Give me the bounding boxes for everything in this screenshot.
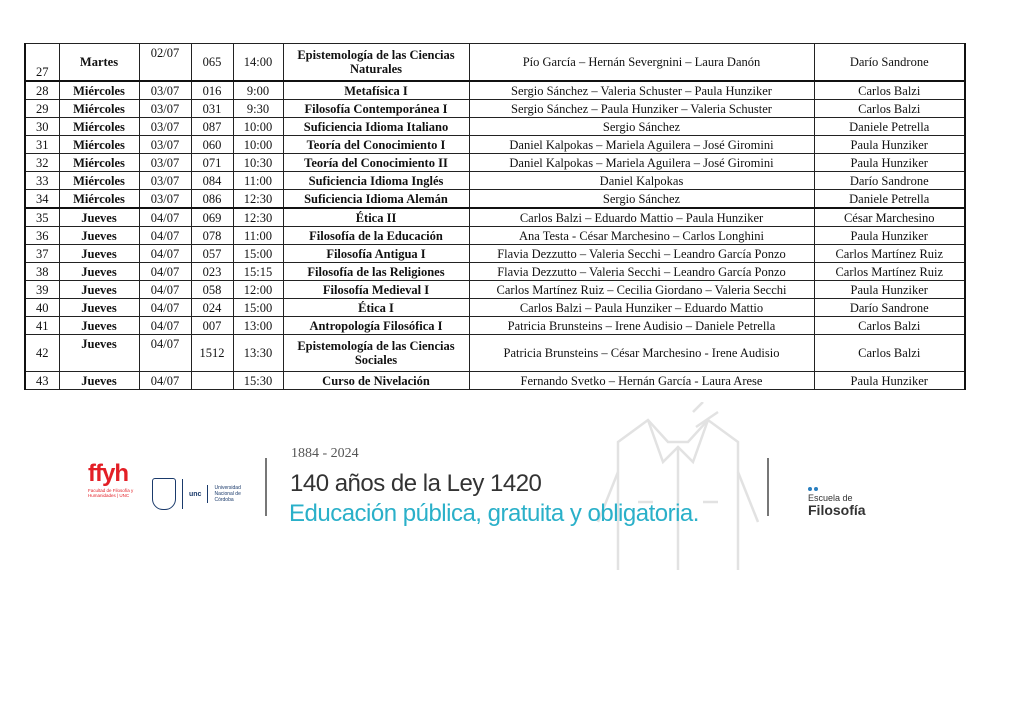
row-code: 057 bbox=[191, 245, 233, 263]
row-day: Miércoles bbox=[59, 154, 139, 172]
row-board: Flavia Dezzutto – Valeria Secchi – Leandro García Ponzo bbox=[469, 263, 814, 281]
row-subject: Teoría del Conocimiento II bbox=[283, 154, 469, 172]
row-board: Daniel Kalpokas – Mariela Aguilera – José Giromini bbox=[469, 136, 814, 154]
row-subject: Filosofía Medieval I bbox=[283, 281, 469, 299]
row-board: Sergio Sánchez bbox=[469, 118, 814, 136]
row-code: 084 bbox=[191, 172, 233, 190]
row-number: 36 bbox=[25, 227, 59, 245]
row-board: Daniel Kalpokas bbox=[469, 172, 814, 190]
row-subject: Curso de Nivelación bbox=[283, 372, 469, 390]
row-time: 12:30 bbox=[233, 208, 283, 227]
row-date: 03/07 bbox=[139, 81, 191, 100]
row-board: Sergio Sánchez – Paula Hunziker – Valeria Schuster bbox=[469, 100, 814, 118]
row-code: 023 bbox=[191, 263, 233, 281]
anniversary-years: 1884 - 2024 bbox=[291, 446, 359, 461]
row-number: 30 bbox=[25, 118, 59, 136]
row-code bbox=[191, 372, 233, 390]
footer-divider-left bbox=[265, 458, 267, 516]
table-row bbox=[25, 44, 965, 82]
row-board: Carlos Balzi – Paula Hunziker – Eduardo Mattio bbox=[469, 299, 814, 317]
row-subject: Epistemología de las Ciencias Naturales bbox=[283, 44, 469, 82]
row-president: Daniele Petrella bbox=[814, 118, 965, 136]
row-code: 071 bbox=[191, 154, 233, 172]
row-number: 40 bbox=[25, 299, 59, 317]
row-code: 069 bbox=[191, 208, 233, 227]
row-code: 078 bbox=[191, 227, 233, 245]
table-row bbox=[25, 100, 965, 118]
row-president: Carlos Martínez Ruiz bbox=[814, 263, 965, 281]
row-day: Jueves bbox=[59, 335, 139, 372]
row-time: 15:15 bbox=[233, 263, 283, 281]
row-time: 10:30 bbox=[233, 154, 283, 172]
row-code: 060 bbox=[191, 136, 233, 154]
row-date: 04/07 bbox=[139, 245, 191, 263]
row-date: 04/07 bbox=[139, 208, 191, 227]
row-time: 12:30 bbox=[233, 190, 283, 209]
row-subject: Metafísica I bbox=[283, 81, 469, 100]
table-row bbox=[25, 299, 965, 317]
row-board: Sergio Sánchez – Valeria Schuster – Paula Hunziker bbox=[469, 81, 814, 100]
row-code: 086 bbox=[191, 190, 233, 209]
row-day: Jueves bbox=[59, 208, 139, 227]
row-number: 38 bbox=[25, 263, 59, 281]
row-time: 9:00 bbox=[233, 81, 283, 100]
row-day: Jueves bbox=[59, 245, 139, 263]
footer-divider-right bbox=[767, 458, 769, 516]
row-date: 03/07 bbox=[139, 190, 191, 209]
row-subject: Teoría del Conocimiento I bbox=[283, 136, 469, 154]
anniversary-motto: Educación pública, gratuita y obligatoria. bbox=[289, 500, 699, 527]
row-time: 11:00 bbox=[233, 227, 283, 245]
row-date: 03/07 bbox=[139, 100, 191, 118]
watermark-figure bbox=[578, 402, 778, 572]
row-time: 14:00 bbox=[233, 44, 283, 82]
table-row bbox=[25, 208, 965, 227]
table-row bbox=[25, 263, 965, 281]
row-number: 32 bbox=[25, 154, 59, 172]
table-row bbox=[25, 372, 965, 390]
row-number: 33 bbox=[25, 172, 59, 190]
row-day: Jueves bbox=[59, 227, 139, 245]
row-day: Martes bbox=[59, 44, 139, 82]
escuela-dots-icon bbox=[808, 487, 866, 491]
row-time: 15:00 bbox=[233, 245, 283, 263]
row-president: Paula Hunziker bbox=[814, 136, 965, 154]
escuela-filosofia-logo bbox=[808, 487, 866, 518]
row-day: Jueves bbox=[59, 263, 139, 281]
row-board: Flavia Dezzutto – Valeria Secchi – Leandro García Ponzo bbox=[469, 245, 814, 263]
unc-logo bbox=[152, 478, 252, 510]
row-day: Jueves bbox=[59, 372, 139, 390]
row-number: 41 bbox=[25, 317, 59, 335]
row-number: 42 bbox=[25, 335, 59, 372]
row-date: 03/07 bbox=[139, 172, 191, 190]
row-president: Daniele Petrella bbox=[814, 190, 965, 209]
row-subject: Ética II bbox=[283, 208, 469, 227]
row-code: 058 bbox=[191, 281, 233, 299]
row-subject: Suficiencia Idioma Inglés bbox=[283, 172, 469, 190]
row-date: 03/07 bbox=[139, 154, 191, 172]
row-date: 04/07 bbox=[139, 335, 191, 372]
row-president: Carlos Balzi bbox=[814, 100, 965, 118]
row-subject: Antropología Filosófica I bbox=[283, 317, 469, 335]
table-row bbox=[25, 136, 965, 154]
row-day: Miércoles bbox=[59, 190, 139, 209]
row-subject: Filosofía de la Educación bbox=[283, 227, 469, 245]
row-date: 04/07 bbox=[139, 263, 191, 281]
table-row bbox=[25, 190, 965, 209]
row-code: 016 bbox=[191, 81, 233, 100]
row-board: Patricia Brunsteins – César Marchesino - Irene Audisio bbox=[469, 335, 814, 372]
anniversary-title: 140 años de la Ley 1420 bbox=[290, 470, 542, 497]
ffyh-logo bbox=[88, 462, 150, 498]
row-subject: Epistemología de las Ciencias Sociales bbox=[283, 335, 469, 372]
row-code: 007 bbox=[191, 317, 233, 335]
row-time: 10:00 bbox=[233, 118, 283, 136]
row-code: 065 bbox=[191, 44, 233, 82]
row-time: 9:30 bbox=[233, 100, 283, 118]
row-president: Paula Hunziker bbox=[814, 372, 965, 390]
row-number: 31 bbox=[25, 136, 59, 154]
unc-seal-icon bbox=[152, 478, 176, 510]
table-row bbox=[25, 281, 965, 299]
table-row bbox=[25, 172, 965, 190]
row-date: 04/07 bbox=[139, 281, 191, 299]
row-date: 04/07 bbox=[139, 227, 191, 245]
table-row bbox=[25, 227, 965, 245]
row-date: 03/07 bbox=[139, 118, 191, 136]
row-number: 29 bbox=[25, 100, 59, 118]
table-row bbox=[25, 118, 965, 136]
unc-name: Universidad Nacional de Córdoba bbox=[207, 485, 252, 503]
row-day: Miércoles bbox=[59, 136, 139, 154]
table-row bbox=[25, 317, 965, 335]
row-board: Patricia Brunsteins – Irene Audisio – Daniele Petrella bbox=[469, 317, 814, 335]
row-day: Miércoles bbox=[59, 172, 139, 190]
row-time: 12:00 bbox=[233, 281, 283, 299]
row-code: 1512 bbox=[191, 335, 233, 372]
row-president: Darío Sandrone bbox=[814, 44, 965, 82]
row-subject: Ética I bbox=[283, 299, 469, 317]
table-row bbox=[25, 81, 965, 100]
row-number: 28 bbox=[25, 81, 59, 100]
row-date: 04/07 bbox=[139, 372, 191, 390]
row-board: Daniel Kalpokas – Mariela Aguilera – José Giromini bbox=[469, 154, 814, 172]
row-time: 15:30 bbox=[233, 372, 283, 390]
row-number: 39 bbox=[25, 281, 59, 299]
row-number: 34 bbox=[25, 190, 59, 209]
row-president: Carlos Martínez Ruiz bbox=[814, 245, 965, 263]
row-code: 024 bbox=[191, 299, 233, 317]
row-number: 27 bbox=[25, 44, 59, 82]
table-row bbox=[25, 335, 965, 372]
row-board: Pío García – Hernán Severgnini – Laura Danón bbox=[469, 44, 814, 82]
row-day: Miércoles bbox=[59, 100, 139, 118]
row-board: Ana Testa - César Marchesino – Carlos Longhini bbox=[469, 227, 814, 245]
row-board: Sergio Sánchez bbox=[469, 190, 814, 209]
row-president: Carlos Balzi bbox=[814, 81, 965, 100]
row-time: 10:00 bbox=[233, 136, 283, 154]
row-board: Fernando Svetko – Hernán García - Laura Arese bbox=[469, 372, 814, 390]
row-number: 37 bbox=[25, 245, 59, 263]
ffyh-wordmark: ffyh bbox=[88, 460, 128, 487]
row-subject: Filosofía de las Religiones bbox=[283, 263, 469, 281]
escuela-label: Escuela de bbox=[808, 493, 853, 503]
table-row bbox=[25, 245, 965, 263]
row-time: 13:00 bbox=[233, 317, 283, 335]
row-subject: Suficiencia Idioma Italiano bbox=[283, 118, 469, 136]
row-president: Carlos Balzi bbox=[814, 317, 965, 335]
row-president: Carlos Balzi bbox=[814, 335, 965, 372]
row-date: 02/07 bbox=[139, 44, 191, 82]
row-day: Miércoles bbox=[59, 81, 139, 100]
row-president: Darío Sandrone bbox=[814, 299, 965, 317]
row-date: 03/07 bbox=[139, 136, 191, 154]
row-time: 15:00 bbox=[233, 299, 283, 317]
row-subject: Filosofía Contemporánea I bbox=[283, 100, 469, 118]
row-day: Miércoles bbox=[59, 118, 139, 136]
row-board: Carlos Martínez Ruiz – Cecilia Giordano – Valeria Secchi bbox=[469, 281, 814, 299]
row-board: Carlos Balzi – Eduardo Mattio – Paula Hunziker bbox=[469, 208, 814, 227]
row-subject: Filosofía Antigua I bbox=[283, 245, 469, 263]
row-president: Darío Sandrone bbox=[814, 172, 965, 190]
row-time: 13:30 bbox=[233, 335, 283, 372]
row-date: 04/07 bbox=[139, 299, 191, 317]
row-number: 43 bbox=[25, 372, 59, 390]
row-number: 35 bbox=[25, 208, 59, 227]
row-president: Paula Hunziker bbox=[814, 154, 965, 172]
ffyh-subtitle: Facultad de Filosofía y Humanidades | UNC bbox=[88, 488, 134, 498]
unc-short: unc bbox=[182, 479, 201, 509]
row-date: 04/07 bbox=[139, 317, 191, 335]
table-row bbox=[25, 154, 965, 172]
row-subject: Suficiencia Idioma Alemán bbox=[283, 190, 469, 209]
row-day: Jueves bbox=[59, 299, 139, 317]
escuela-name: Filosofía bbox=[808, 502, 866, 518]
row-code: 031 bbox=[191, 100, 233, 118]
row-code: 087 bbox=[191, 118, 233, 136]
row-president: Paula Hunziker bbox=[814, 227, 965, 245]
row-time: 11:00 bbox=[233, 172, 283, 190]
row-day: Jueves bbox=[59, 317, 139, 335]
exam-schedule-table bbox=[24, 43, 966, 390]
row-day: Jueves bbox=[59, 281, 139, 299]
row-president: César Marchesino bbox=[814, 208, 965, 227]
row-president: Paula Hunziker bbox=[814, 281, 965, 299]
